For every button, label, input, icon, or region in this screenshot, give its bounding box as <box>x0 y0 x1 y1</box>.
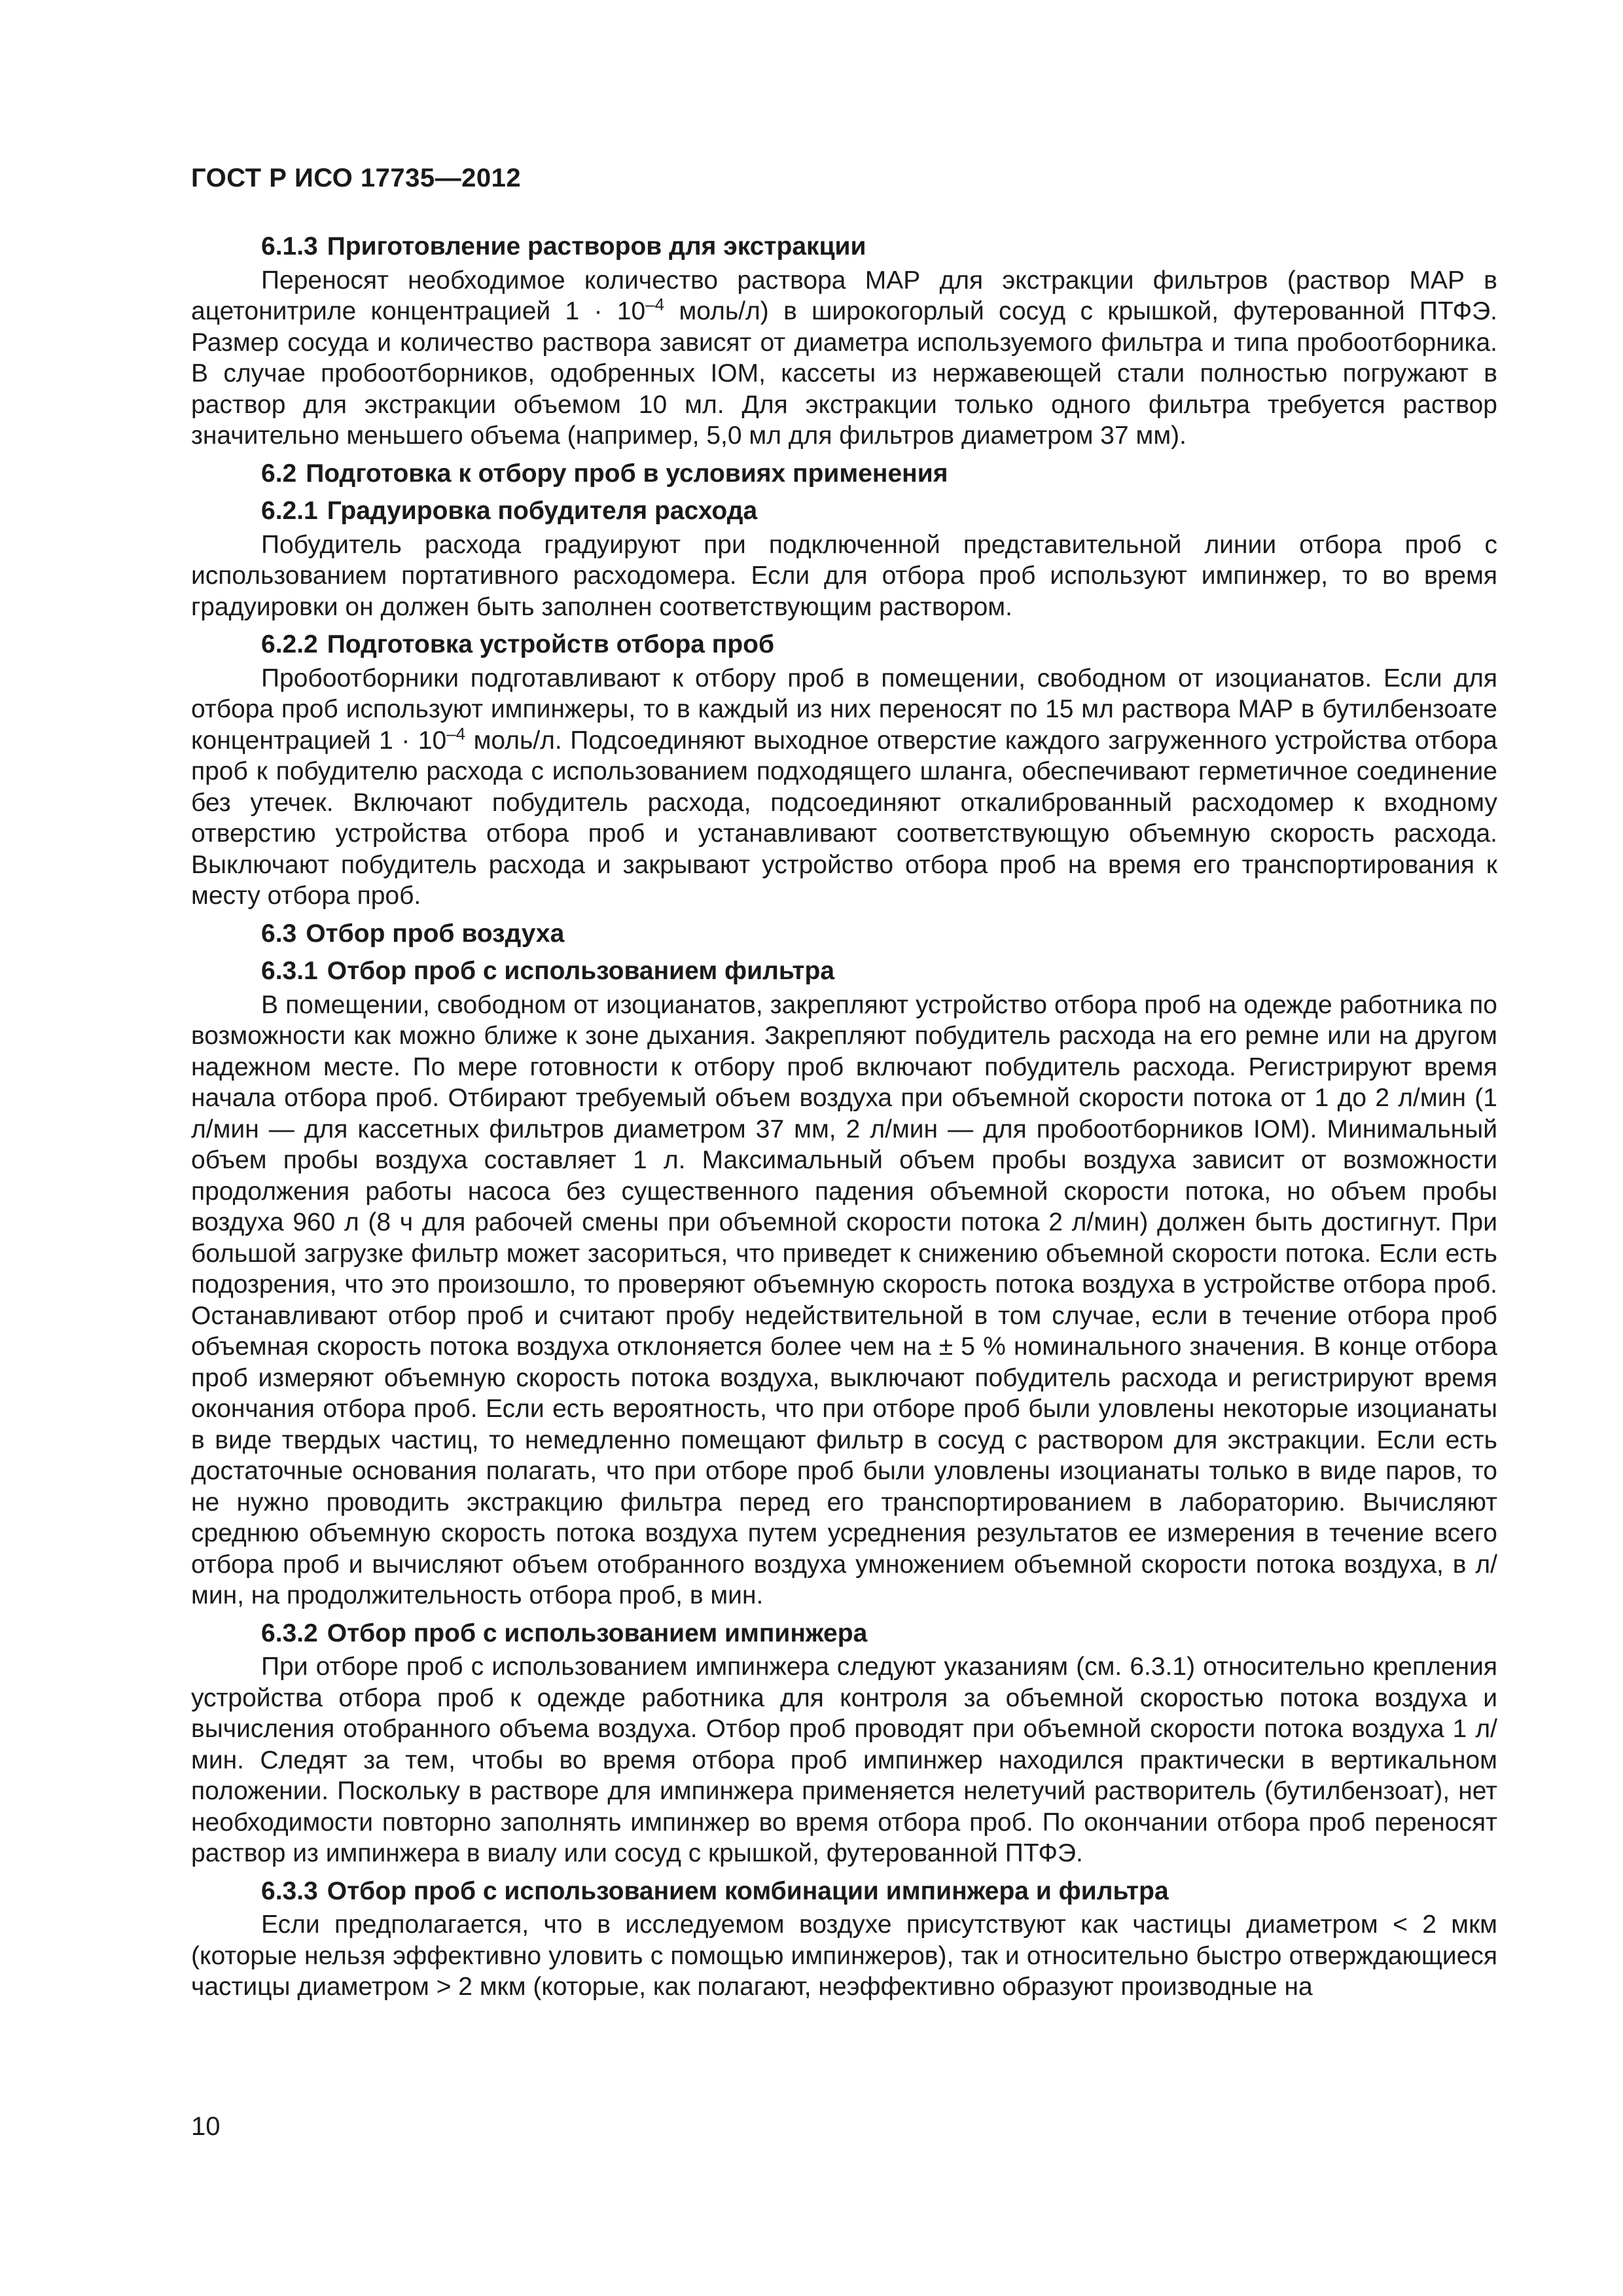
section-heading-6-3-3 <box>191 1876 1497 1907</box>
section-heading-6-2 <box>191 458 1497 490</box>
section-number: 6.2.2 <box>261 630 318 658</box>
section-number: 6.3.2 <box>261 1619 318 1647</box>
section-number: 6.3 <box>261 919 297 948</box>
superscript-exponent: –4 <box>645 295 665 314</box>
section-number: 6.1.3 <box>261 232 318 260</box>
paragraph-text: Пробоотборники подготавливают к отбору проб в помещении, свободном от изоцианатов. Если для отбора проб используют импинжеры, то в каждый из них переносят по 15 мл раствора МАР в бутилбензоате концентрацией 1 · 10 <box>191 664 1497 755</box>
section-heading-6-2-2 <box>191 629 1497 660</box>
paragraph-6-3-2: При отборе проб с использованием импинжера следуют указаниям (см. 6.3.1) относительно крепления устройства отбора проб к одежде работника для контроля за объемной скоростью потока воздуха и вычисления отобранного объема воздуха. Отбор проб проводят при объемной скорости потока воздуха 1 л/мин. Следят за тем, чтобы во время отбора проб импинжер находился практически в вертикальном положении. Поскольку в растворе для импинжера применяется нелетучий растворитель (бутилбензоат), нет необходимости повторно заполнять импинжер во время отбора проб. По окончании отбора проб переносят раствор из импинжера в виалу или сосуд с крышкой, футерованной ПТФЭ. <box>191 1653 1497 1867</box>
paragraph-6-3-1: В помещении, свободном от изоцианатов, закрепляют устройство отбора проб на одежде работника по возможности как можно ближе к зоне дыхания. Закрепляют побудитель расхода на его ремне или на другом надежном месте. По мере готовности к отбору проб включают побудитель расхода. Регистрируют время начала отбора проб. Отбирают требуемый объем воздуха при объемной скорости потока от 1 до 2 л/мин (1 л/мин — для кассетных фильтров диаметром 37 мм, 2 л/мин — для пробоотборников IOM). Минимальный объем пробы воздуха составляет 1 л. Максимальный объем пробы воздуха зависит от возможности продолжения работы насоса без существенного падения объемной скорости потока, но объем пробы воздуха 960 л (8 ч для рабочей смены при объемной скорости потока 2 л/мин) должен быть достигнут. При большой загрузке фильтр может засориться, что приведет к снижению объемной скорости потока. Если есть подозрения, что это произошло, то проверяют объемную скорость потока воздуха в устройстве отбора проб. Останавливают отбор проб и считают пробу недействительной в том случае, если в течение отбора проб объемная скорость потока воздуха отклоняется более чем на ± 5 % номинального значения. В конце отбора проб измеряют объемную скорость потока воздуха, выключают побудитель расхода и регистрируют время окончания отбора проб. Если есть вероятность, что при отборе проб были уловлены некоторые изоцианаты в виде твердых частиц, то немедленно помещают фильтр в сосуд с раствором для экстракции. Если есть достаточные основания полагать, что при отборе проб были уловлены изоцианаты только в виде паров, то не нужно проводить экстракцию фильтра перед его транспортированием в лабораторию. Вычисляют среднюю объемную скорость потока воздуха путем усреднения результатов ее измерения в течение всего отбора проб и вычисляют объем отобранного воздуха умножением объемной скорости потока воздуха, в л/мин, на продолжительность отбора проб, в мин. <box>191 990 1497 1609</box>
page-number: 10 <box>191 2112 221 2141</box>
section-title: Отбор проб с использованием фильтра <box>327 957 835 985</box>
section-number: 6.2 <box>261 459 297 488</box>
section-title: Отбор проб воздуха <box>306 919 565 948</box>
section-heading-6-2-1 <box>191 495 1497 527</box>
section-title: Градуировка побудителя расхода <box>327 497 758 525</box>
paragraph-text: моль/л. Подсоединяют выходное отверстие каждого загруженного устройства отбора проб к побудителю расхода с использованием подходящего шланга, обеспечивают герметичное соединение без утечек. Включают побудитель расхода, подсоединяют откалиброванный расходомер к входному отверстию устройства отбора проб и устанавливают соответствующую объемную скорость расхода. Выключают побудитель расхода и закрывают устройство отбора проб на время его транспортирования к месту отбора проб. <box>191 726 1497 910</box>
document-body <box>191 224 1497 2005</box>
section-heading-6-3-1 <box>191 956 1497 987</box>
section-number: 6.2.1 <box>261 497 318 525</box>
section-title: Отбор проб с использованием комбинации импинжера и фильтра <box>327 1876 1169 1905</box>
section-heading-6-3-2 <box>191 1618 1497 1649</box>
section-title: Приготовление растворов для экстракции <box>327 232 866 260</box>
paragraph-6-2-1: Побудитель расхода градуируют при подключенной представительной линии отбора проб с использованием портативного расходомера. Если для отбора проб используют импинжер, то во время градуировки он должен быть заполнен соответствующим раствором. <box>191 530 1497 621</box>
standard-designation: ГОСТ Р ИСО 17735—2012 <box>191 164 522 192</box>
paragraph-6-3-3: Если предполагается, что в исследуемом воздухе присутствуют как частицы диаметром < 2 мкм (которые нельзя эффективно уловить с помощью импинжеров), так и относительно быстро отверждающиеся частицы диаметром > 2 мкм (которые, как полагают, неэффективно образуют производные на <box>191 1910 1497 2001</box>
paragraph-text: моль/л) в широкогорлый сосуд с крышкой, футерованной ПТФЭ. Размер сосуда и количество раствора зависят от диаметра используемого фильтра и типа пробоотборника. В случае пробоотборников, одобренных IOM, кассеты из нержавеющей стали полностью погружают в раствор для экстракции объемом 10 мл. Для экстракции только одного фильтра требуется раствор значительно меньшего объема (например, 5,0 мл для фильтров диаметром 37 мм). <box>191 297 1497 450</box>
section-title: Отбор проб с использованием импинжера <box>327 1619 868 1647</box>
section-heading-6-3 <box>191 918 1497 950</box>
paragraph-6-2-2 <box>191 663 1497 912</box>
section-number: 6.3.3 <box>261 1876 318 1905</box>
paragraph-text: Переносят необходимое количество раствора МАР для экстракции фильтров (раствор МАР в ацетонитриле концентрацией 1 · 10 <box>191 266 1497 325</box>
superscript-exponent: –4 <box>446 723 466 744</box>
section-title: Подготовка к отбору проб в условиях применения <box>306 459 948 488</box>
section-title: Подготовка устройств отбора проб <box>327 630 775 658</box>
paragraph-6-1-3 <box>191 265 1497 452</box>
section-heading-6-1-3 <box>191 231 1497 262</box>
section-number: 6.3.1 <box>261 957 318 985</box>
